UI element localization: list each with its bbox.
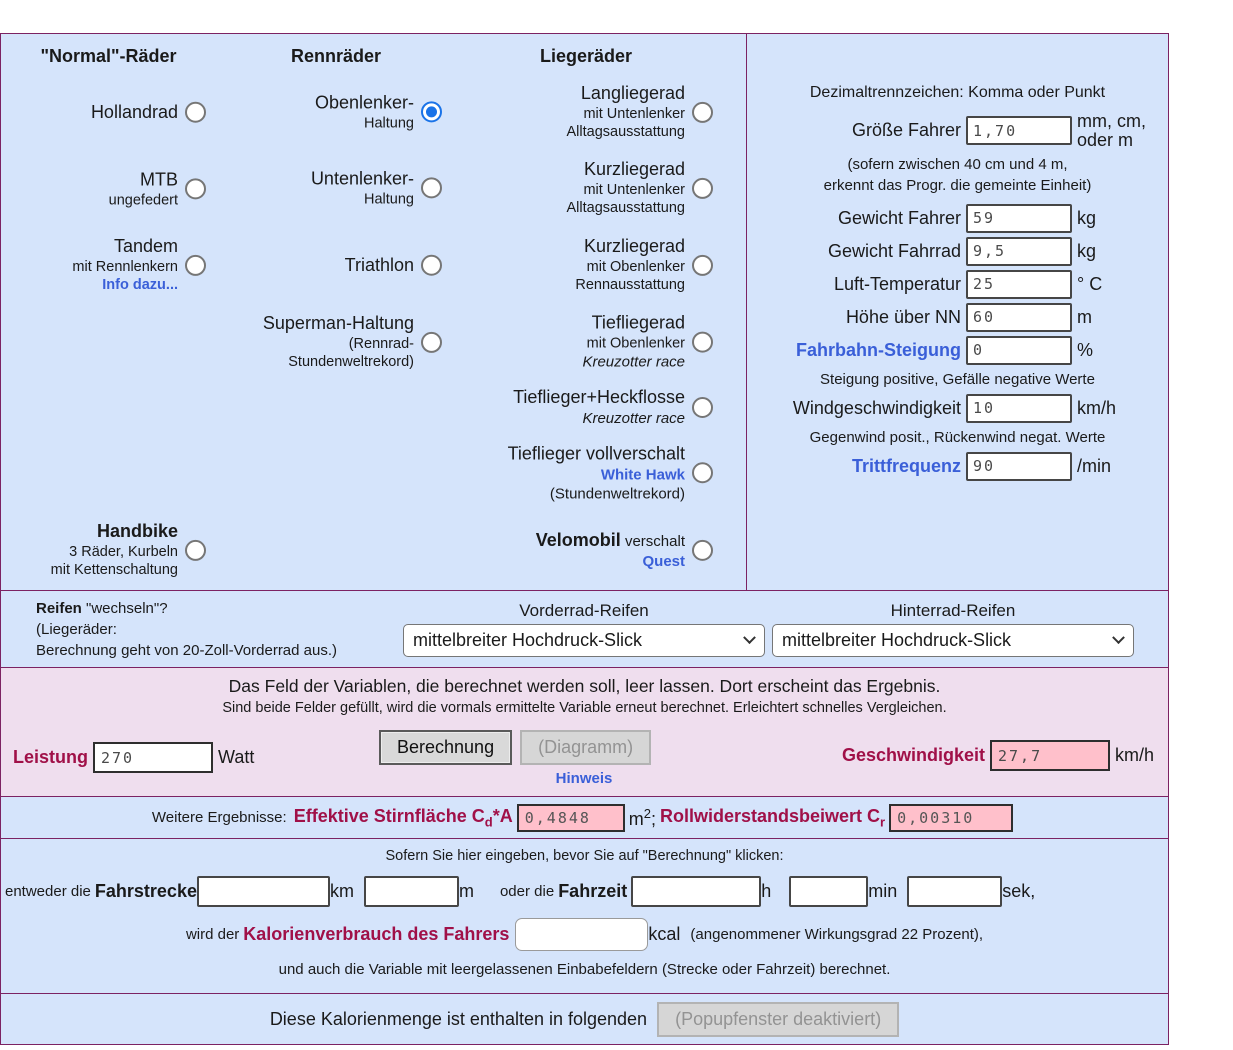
chevron-down-icon xyxy=(1112,631,1125,644)
bike-label: Tieflieger vollverschalt xyxy=(507,443,685,464)
bike-sublabel: mit Untenlenker xyxy=(583,181,685,198)
bike-sublabel: Stundenweltrekord) xyxy=(288,354,414,371)
trittfrequenz-unit: /min xyxy=(1077,455,1112,476)
bike-label: Kurzliegerad xyxy=(583,158,685,179)
gewicht-fahrer-label: Gewicht Fahrer xyxy=(837,207,961,228)
leistung-group xyxy=(13,742,254,773)
bike-option-kurzliegerad-obenlenker[interactable] xyxy=(575,235,713,295)
fahrzeit-label: Fahrzeit xyxy=(558,881,628,901)
bike-option-tieflieger-heckflosse[interactable] xyxy=(513,386,713,428)
parameters-panel xyxy=(746,34,1168,590)
param-row-steigung xyxy=(747,336,1168,365)
bike-sublabel: 3 Räder, Kurbeln xyxy=(69,543,178,560)
bike-sublabel: mit Kettenschaltung xyxy=(50,562,178,579)
bike-sublabel: Alltagsausstattung xyxy=(566,124,685,141)
steigung-unit: % xyxy=(1077,339,1094,360)
bike-option-hollandrad[interactable] xyxy=(91,101,206,124)
bike-label: Velomobil xyxy=(535,529,621,550)
kalorien-input[interactable] xyxy=(515,918,648,951)
bike-label: Hollandrad xyxy=(90,101,178,122)
luft-temperatur-label: Luft-Temperatur xyxy=(833,273,961,294)
groesse-fahrer-input[interactable] xyxy=(966,116,1072,145)
radio-kurzliegerad-obenlenker[interactable] xyxy=(692,255,713,276)
cda-label: Effektive Stirnfläche $C_d*A$ xyxy=(293,805,513,830)
kalorien-prefix: wird der xyxy=(185,926,240,943)
fahrzeit-sek-input[interactable] xyxy=(907,876,1002,907)
footer-section xyxy=(1,993,1168,1044)
distance-section xyxy=(1,838,1168,993)
radio-hollandrad[interactable] xyxy=(185,102,206,123)
rear-tire-label: Hinterrad-Reifen xyxy=(890,601,1016,620)
fahrzeit-min-input[interactable] xyxy=(789,876,868,907)
front-tire-select[interactable]: mittelbreiter Hochdruck-Slick xyxy=(403,624,765,657)
m-unit: m xyxy=(458,881,474,901)
zeit-prefix: oder die xyxy=(499,883,555,900)
param-row-trittfrequenz xyxy=(747,452,1168,481)
bike-label: MTB xyxy=(140,169,178,190)
cda-unit: $m^2$; xyxy=(628,805,656,829)
distance-intro: Sofern Sie hier eingeben, bevor Sie auf "Berechnung" klicken: xyxy=(385,848,784,864)
km-unit: km xyxy=(329,881,354,901)
gewicht-fahrer-input[interactable] xyxy=(966,204,1072,233)
bike-sublabel-italic: Kreuzotter race xyxy=(582,409,685,427)
bike-option-langliegerad[interactable] xyxy=(567,82,714,142)
bike-sublabel: ungefedert xyxy=(108,191,178,208)
bike-label: Langliegerad xyxy=(580,82,685,103)
radio-tiefliegerad[interactable] xyxy=(692,332,713,353)
luft-temperatur-unit: ° C xyxy=(1077,273,1103,294)
bike-sublabel: mit Untenlenker xyxy=(583,105,685,122)
radio-triathlon[interactable] xyxy=(421,255,442,276)
quest-link[interactable]: Quest xyxy=(642,552,685,570)
fahrstrecke-m-input[interactable] xyxy=(364,876,459,907)
bike-option-obenlenker[interactable] xyxy=(315,91,442,132)
bike-sublabel: (Stundenweltrekord) xyxy=(549,485,685,503)
param-row-hoehe xyxy=(747,303,1168,332)
leistung-unit: Watt xyxy=(218,747,255,767)
front-tire-label: Vorderrad-Reifen xyxy=(519,601,649,620)
info-dazu-link[interactable]: Info dazu... xyxy=(102,277,178,294)
bike-sublabel: Haltung xyxy=(364,114,414,131)
radio-kurzliegerad-untenlenker[interactable] xyxy=(692,178,713,199)
kalorienmenge-text: Diese Kalorienmenge ist enthalten in folgenden xyxy=(269,1008,648,1029)
radio-langliegerad[interactable] xyxy=(692,102,713,123)
groesse-note: (sofern zwischen 40 cm und 4 m, erkennt das Progr. die gemeinte Einheit) xyxy=(823,155,1092,194)
radio-tieflieger-heckflosse[interactable] xyxy=(692,397,713,418)
leistung-input[interactable] xyxy=(93,742,213,773)
kcal-unit: kcal xyxy=(648,924,681,944)
wirkungsgrad-note: (angenommener Wirkungsgrad 22 Prozent), xyxy=(690,926,984,943)
calc-buttons xyxy=(379,730,651,765)
berechnung-button[interactable]: Berechnung xyxy=(379,730,512,765)
bike-option-velomobil[interactable] xyxy=(536,529,713,571)
bike-label: Tieflieger+Heckflosse xyxy=(513,387,685,407)
leistung-label: Leistung xyxy=(13,747,88,767)
tire-question: Reifen "wechseln"? (Liegeräder: Berechnung geht von 20-Zoll-Vorderrad aus.) xyxy=(36,599,338,659)
geschwindigkeit-group xyxy=(842,740,1154,771)
wind-note: Gegenwind posit., Rückenwind negat. Werte xyxy=(809,428,1106,446)
steigung-note: Steigung positive, Gefälle negative Werte xyxy=(820,370,1095,388)
distance-outro: und auch die Variable mit leergelassenen Einbabefeldern (Strecke oder Fahrzeit) berechnet. xyxy=(278,961,891,978)
speed-calculator-form xyxy=(0,33,1169,1045)
hinweis-link[interactable]: Hinweis xyxy=(555,770,613,787)
bike-sublabel: Haltung xyxy=(364,190,414,207)
hoehe-unit: m xyxy=(1077,306,1092,327)
bike-label: Tiefliegerad xyxy=(591,312,685,333)
luft-temperatur-input[interactable] xyxy=(966,270,1072,299)
white-hawk-link[interactable]: White Hawk xyxy=(600,465,685,483)
trittfrequenz-link[interactable]: Trittfrequenz xyxy=(851,455,961,476)
min-unit: min xyxy=(868,881,898,901)
kalorienverbrauch-label: Kalorienverbrauch des Fahrers xyxy=(243,924,510,944)
windgeschwindigkeit-label: Windgeschwindigkeit xyxy=(792,397,961,418)
geschwindigkeit-input[interactable] xyxy=(990,740,1110,771)
bike-label: Superman-Haltung xyxy=(262,312,414,333)
decimal-separator-note: Dezimaltrennzeichen: Komma oder Punkt xyxy=(809,84,1106,101)
radio-superman[interactable] xyxy=(421,332,442,353)
bike-label: Tandem xyxy=(113,235,178,256)
param-row-gewicht-fahrer xyxy=(747,204,1168,233)
bike-label: Obenlenker- xyxy=(314,92,414,113)
hoehe-input[interactable] xyxy=(966,303,1072,332)
gewicht-fahrrad-input[interactable] xyxy=(966,237,1072,266)
windgeschwindigkeit-input[interactable] xyxy=(966,394,1072,423)
bike-selection-panel xyxy=(1,34,746,590)
geschwindigkeit-label: Geschwindigkeit xyxy=(841,745,985,765)
cr-label: Rollwiderstandsbeiwert $C_r$ xyxy=(659,805,886,830)
gewicht-fahrrad-unit: kg xyxy=(1077,240,1097,261)
radio-velomobil[interactable] xyxy=(692,540,713,561)
bike-and-params-section xyxy=(1,34,1168,590)
bike-sublabel: mit Rennlenkern xyxy=(72,258,178,275)
rear-tire-group xyxy=(772,601,1134,657)
results-section xyxy=(1,796,1168,838)
wind-unit: km/h xyxy=(1077,397,1117,418)
bike-option-tieflieger-vollverschalt[interactable] xyxy=(508,442,713,504)
fahrbahn-steigung-input[interactable] xyxy=(966,336,1072,365)
bike-option-tandem[interactable] xyxy=(72,235,206,295)
param-row-gewicht-fahrrad xyxy=(747,237,1168,266)
groesse-unit-line2: oder m xyxy=(1077,129,1134,150)
bike-option-untenlenker[interactable] xyxy=(311,167,442,208)
popup-deaktiviert-button: (Popupfenster deaktiviert) xyxy=(657,1002,899,1037)
param-row-groesse xyxy=(747,112,1168,150)
groesse-unit-line1: mm, cm, xyxy=(1077,111,1146,131)
bike-sublabel: Alltagsausstattung xyxy=(566,200,685,217)
front-tire-group xyxy=(403,601,765,657)
radio-tieflieger-vollverschalt[interactable] xyxy=(692,463,713,484)
chevron-down-icon xyxy=(743,631,756,644)
results-prefix: Weitere Ergebnisse: xyxy=(151,809,287,826)
column-header-rennraeder: Rennräder xyxy=(290,46,382,66)
geschwindigkeit-unit: km/h xyxy=(1114,745,1154,765)
bike-option-kurzliegerad-untenlenker[interactable] xyxy=(567,158,714,218)
tire-section xyxy=(1,590,1168,667)
distance-row xyxy=(1,876,1168,907)
strecke-prefix: entweder die xyxy=(5,883,91,900)
bike-sublabel: mit Obenlenker xyxy=(586,335,685,352)
radio-mtb[interactable] xyxy=(185,179,206,200)
radio-tandem[interactable] xyxy=(185,255,206,276)
gewicht-fahrer-unit: kg xyxy=(1077,207,1097,228)
hoehe-label: Höhe über NN xyxy=(845,306,961,327)
calc-instruction-2: Sind beide Felder gefüllt, wird die vormals ermittelte Variable erneut berechnet. Erleichtert schnelles Vergleichen. xyxy=(222,700,947,716)
bike-label: Untenlenker- xyxy=(310,168,414,189)
bike-option-superman[interactable] xyxy=(263,312,442,372)
h-unit: h xyxy=(761,881,772,901)
bike-label: Triathlon xyxy=(344,254,414,275)
bike-option-tiefliegerad[interactable] xyxy=(582,312,713,373)
bike-sublabel-italic: Kreuzotter race xyxy=(582,353,685,371)
bike-option-handbike[interactable] xyxy=(51,520,206,580)
bike-label: Kurzliegerad xyxy=(583,235,685,256)
top-whitespace xyxy=(0,0,1233,33)
fahrstrecke-km-input[interactable] xyxy=(197,876,330,907)
column-header-normal-raeder: "Normal"-Räder xyxy=(40,46,177,66)
cda-value-field: 0,4848 xyxy=(517,804,625,832)
bike-label: Handbike xyxy=(96,520,178,541)
bike-sublabel: Rennausstattung xyxy=(575,277,685,294)
rear-tire-select[interactable]: mittelbreiter Hochdruck-Slick xyxy=(772,624,1134,657)
diagramm-button-disabled: (Diagramm) xyxy=(520,730,651,765)
fahrzeit-h-input[interactable] xyxy=(631,876,761,907)
groesse-fahrer-label: Größe Fahrer xyxy=(851,120,961,141)
bike-sublabel: mit Obenlenker xyxy=(586,258,685,275)
column-header-liegeraeder: Liegeräder xyxy=(539,46,633,66)
radio-obenlenker-selected[interactable] xyxy=(421,102,442,123)
bike-sublabel: (Rennrad- xyxy=(348,335,414,352)
calories-row xyxy=(1,918,1168,951)
param-row-temperatur xyxy=(747,270,1168,299)
calculation-section xyxy=(1,667,1168,796)
fahrstrecke-label: Fahrstrecke xyxy=(94,881,197,901)
trittfrequenz-input[interactable] xyxy=(966,452,1072,481)
radio-untenlenker[interactable] xyxy=(421,178,442,199)
calc-instruction-1: Das Feld der Variablen, die berechnet werden soll, leer lassen. Dort erscheint das Ergebnis. xyxy=(228,676,941,696)
param-row-wind xyxy=(747,394,1168,423)
sek-unit: sek, xyxy=(1002,881,1036,901)
gewicht-fahrrad-label: Gewicht Fahrrad xyxy=(827,240,961,261)
cr-value-field: 0,00310 xyxy=(889,804,1013,832)
bike-option-triathlon[interactable] xyxy=(345,254,442,277)
bike-label-suffix: verschalt xyxy=(620,532,685,550)
fahrbahn-steigung-link[interactable]: Fahrbahn-Steigung xyxy=(796,339,961,360)
radio-handbike[interactable] xyxy=(185,540,206,561)
bike-option-mtb[interactable] xyxy=(109,168,206,209)
